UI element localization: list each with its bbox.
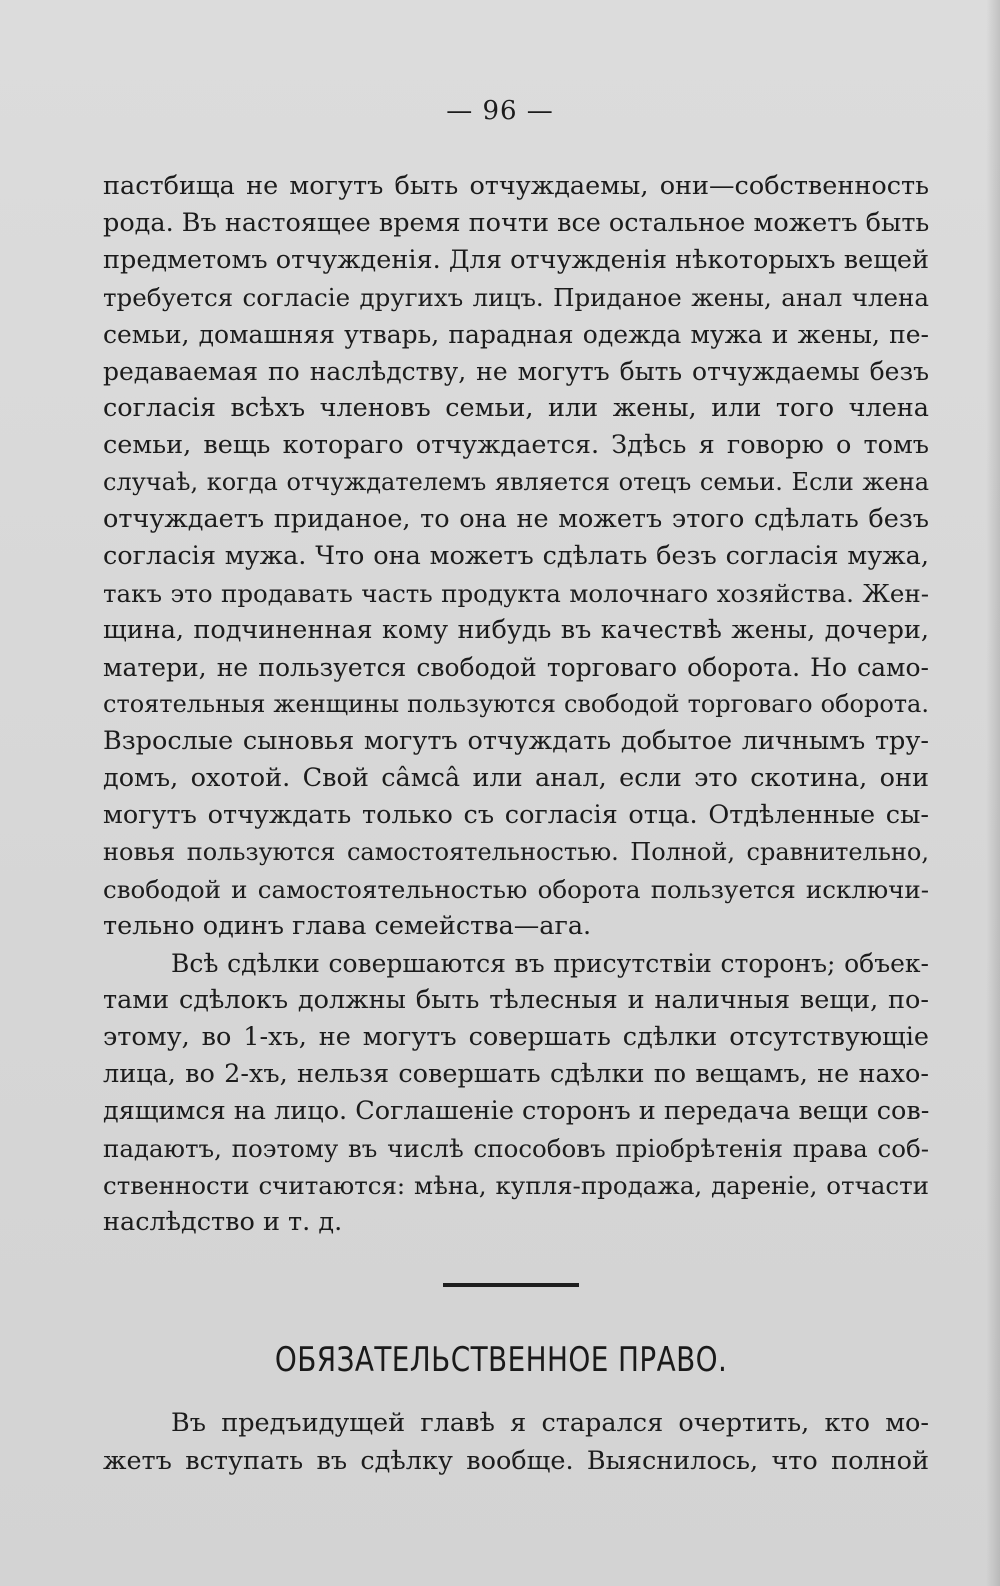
- text-line: свободой и самостоятельностью оборота пользуется исключи-: [103, 875, 929, 904]
- paragraph-1: [103, 168, 929, 945]
- page-number: — 96 —: [446, 96, 554, 126]
- text-line: предметомъ отчужденія. Для отчужденія нѣкоторыхъ вещей: [103, 245, 929, 275]
- text-line: дящимся на лицо. Соглашеніе сторонъ и передача вещи сов-: [103, 1096, 930, 1126]
- text-line: согласія мужа. Что она можетъ сдѣлать безъ согласія мужа,: [103, 541, 929, 571]
- text-line: требуется согласіе другихъ лицъ. Приданое жены, анал члена: [103, 283, 929, 312]
- text-line: согласія всѣхъ членовъ семьи, или жены, или того члена: [103, 393, 929, 423]
- text-line: лица, во 2-хъ, нельзя совершать сдѣлки по вещамъ, не нахо-: [103, 1059, 929, 1089]
- section-heading: ОБЯЗАТЕЛЬСТВЕННОЕ ПРАВО.: [274, 1340, 728, 1380]
- text-line: тельно одинъ глава семейства—ага.: [103, 911, 592, 941]
- text-line: рода. Въ настоящее время почти все остальное можетъ быть: [103, 208, 930, 238]
- text-line: могутъ отчуждать только съ согласія отца. Отдѣленные сы-: [103, 800, 929, 830]
- page-edge-shadow: [986, 0, 1000, 1586]
- text-line: ственности считаются: мѣна, купля-продажа, дареніе, отчасти: [103, 1171, 929, 1200]
- text-line: стоятельныя женщины пользуются свободой торговаго оборота.: [103, 690, 929, 718]
- text-line: семьи, домашняя утварь, парадная одежда мужа и жены, пе-: [103, 320, 929, 349]
- section-divider: [443, 1283, 579, 1287]
- text-line: щина, подчиненная кому нибудь въ качествѣ жены, дочери,: [103, 615, 929, 645]
- text-line: матери, не пользуется свободой торговаго оборота. Но само-: [103, 653, 929, 682]
- text-line: Взрослые сыновья могутъ отчуждать добытое личнымъ тру-: [103, 726, 929, 756]
- text-line: случаѣ, когда отчуждателемъ является отецъ семьи. Если жена: [103, 468, 929, 496]
- text-line: пастбища не могутъ быть отчуждаемы, они—собственность: [103, 171, 929, 201]
- text-line: отчуждаетъ приданое, то она не можетъ этого сдѣлать безъ: [103, 504, 929, 534]
- text-line: Въ предъидущей главѣ я старался очертить, кто мо-: [171, 1408, 929, 1438]
- text-line: семьи, вещь котораго отчуждается. Здѣсь я говорю о томъ: [103, 430, 929, 460]
- text-line: такъ это продавать часть продукта молочнаго хозяйства. Жен-: [103, 579, 929, 608]
- body-text: [103, 168, 929, 1241]
- text-line: тами сдѣлокъ должны быть тѣлесныя и наличныя вещи, по-: [103, 985, 929, 1015]
- text-line: этому, во 1-хъ, не могутъ совершать сдѣлки отсутствующіе: [103, 1022, 929, 1052]
- text-line: Всѣ сдѣлки совершаются въ присутствіи сторонъ; объек-: [171, 949, 929, 978]
- text-line: новья пользуются самостоятельностью. Полной, сравнительно,: [103, 838, 929, 866]
- paragraph-2: [103, 945, 929, 1241]
- text-line: наслѣдство и т. д.: [103, 1207, 343, 1237]
- text-line: редаваемая по наслѣдству, не могутъ быть отчуждаемы безъ: [103, 357, 929, 386]
- text-line: домъ, охотой. Свой сâмсâ или анал, если это скотина, они: [103, 763, 929, 793]
- text-line: падаютъ, поэтому въ числѣ способовъ пріобрѣтенія права соб-: [103, 1134, 929, 1163]
- section-text: [103, 1404, 929, 1480]
- text-line: жетъ вступать въ сдѣлку вообще. Выяснилось, что полной: [103, 1446, 929, 1476]
